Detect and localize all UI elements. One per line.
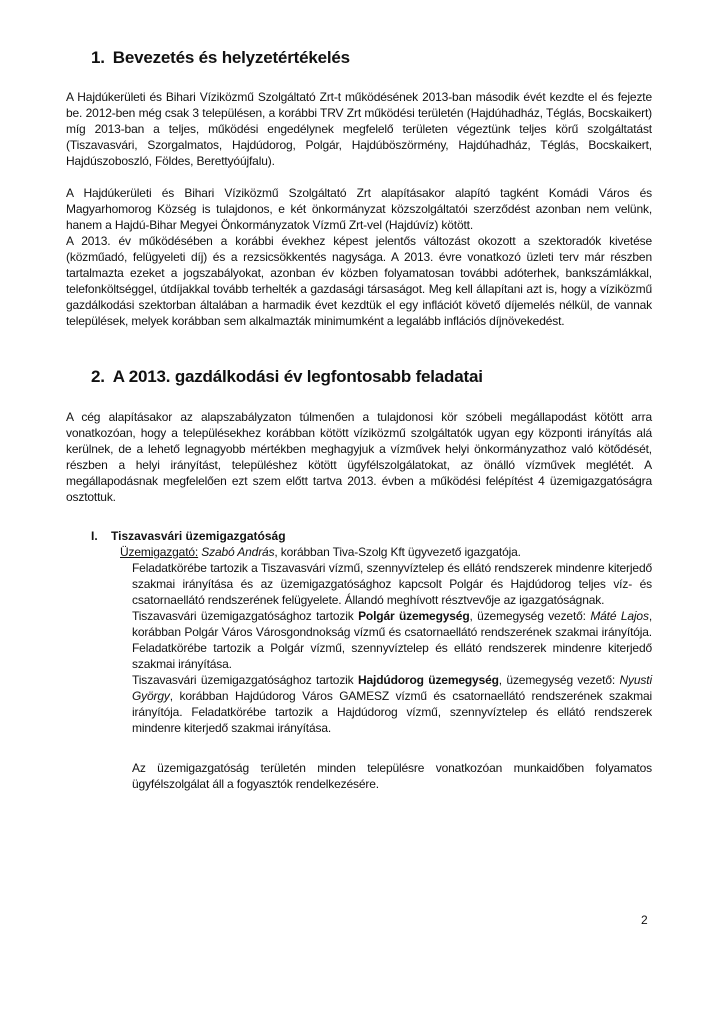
- director-line: [120, 544, 640, 560]
- hajdudorog-unit-paragraph: [132, 672, 652, 736]
- customer-service-paragraph: Az üzemigazgatóság területén minden településre vonatkozóan munkaidőben folyamatos ügyfélszolgálat áll a fogyasztók rendelkezésére.: [132, 761, 652, 791]
- director-name: Szabó András: [201, 545, 275, 559]
- hajdudorog-unit-mid: , üzemegység vezető:: [498, 673, 620, 687]
- section-1-paragraph-1: A Hajdúkerületi és Bihari Víziközmű Szolgáltató Zrt-t működésének 2013-ban második évét kezdte el és fejezte be. 2012-ben még csak 3 településen, a korábbi TRV Zrt működési területén (Hajdúhadház, Téglás, Bocskaikert) míg 2013-ban a teljes, működési engedélynek megfelelő területen végeztünk teljes körű szolgáltatást (Tiszavasvári, Szorgalmatos, Hajdúdorog, Polgár, Hajdúböszörmény, Hajdúhadház, Téglás, Bocskaikert, Hajdúszoboszló, Földes, Berettyóújfalu).: [66, 90, 652, 168]
- polgar-unit-leader: Máté Lajos: [590, 609, 649, 623]
- polgar-unit-paragraph: [132, 608, 652, 672]
- subsection-1-roman: I.: [91, 529, 98, 543]
- section-1-number: 1.: [91, 48, 105, 67]
- section-2-title: A 2013. gazdálkodási év legfontosabb feladatai: [112, 367, 483, 386]
- director-rest: , korábban Tiva-Szolg Kft ügyvezető igazgatója.: [274, 545, 521, 559]
- hajdudorog-unit-pre: Tiszavasvári üzemigazgatósághoz tartozik: [132, 673, 358, 687]
- director-label: Üzemigazgató:: [120, 545, 199, 559]
- polgar-unit-mid: , üzemegység vezető:: [469, 609, 591, 623]
- hajdudorog-unit-rest: , korábban Hajdúdorog Város GAMESZ vízmű és csatornaellátó rendszerének szakmai irányítója. Feladatkörébe tartozik a Hajdúdorog vízmű, szennyvíztelep és ellátó rendszerek mindenre kiterjedő szakmai irányítása.: [132, 689, 652, 735]
- section-2-paragraph: A cég alapításakor az alapszabályzaton túlmenően a tulajdonosi kör szóbeli megállapodást kötött arra vonatkozóan, hogy a településekhez korábban kötött víziközmű szolgáltatók ugyan egy központi irányítás alá kerülnek, de a lehető legnagyobb mértékben meghagyjuk a vízművek helyi önkormányzathoz való kötődését, részben a helyi irányítást, településhez kötött ügyfélszolgálatokat, az önálló vízművek meglétét. A megállapodásnak megfelelően ezt szem előtt tartva 2013. évben a működési felépítést 4 üzemigazgatóságra osztottuk.: [66, 410, 652, 504]
- polgar-unit-name: Polgár üzemegység: [358, 609, 470, 623]
- section-2-number: 2.: [91, 367, 105, 386]
- hajdudorog-unit-name: Hajdúdorog üzemegység: [357, 673, 499, 687]
- section-1-heading: [91, 50, 350, 66]
- polgar-unit-rest: , korábban Polgár Város Városgondnokság vízmű és csatornaellátó rendszerének szakmai irányítója. Feladatkörébe tartozik a Polgár vízmű, szennyvíztelep és ellátó rendszerek mindenre kiterjedő szakmai irányítása.: [132, 609, 652, 671]
- section-1-title: Bevezetés és helyzetértékelés: [112, 48, 350, 67]
- section-1-paragraph-2: A Hajdúkerületi és Bihari Víziközmű Szolgáltató Zrt alapításakor alapító tagként Komádi Város és Magyarhomorog Község is tulajdonos, e két önkormányzat közszolgáltatói szerződést azonban nem velünk, hanem a Hajdú-Bihar Megyei Önkormányzatok Vízmű Zrt-vel (Hajdúvíz) kötött.: [66, 186, 652, 232]
- subsection-1-heading: [91, 528, 286, 544]
- hajdudorog-unit-leader: Nyusti György: [132, 673, 652, 703]
- section-1-paragraph-3: A 2013. év működésében a korábbi évekhez képest jelentős változást okozott a szektoradók kivetése (közműadó, felügyeleti díj) és a rezsicsökkentés nagysága. A 2013. évre vonatkozó üzleti terv már részben tartalmazta ezeket a jogszabályokat, azonban év közben folyamatosan további adóterhek, bankszámlákkal, telefonköltséggel, útdíjakkal tovább terhelték a gazdasági társaságot. Meg kell állapítani azt is, hogy a víziközmű gazdálkodási szektorban általában a harmadik évet kezdtük el egy inflációt követő díjemelés nélkül, de vannak települések, melyek korábban sem alkalmazták minimumként a legalább inflációs díjnövekedést.: [66, 234, 652, 328]
- polgar-unit-pre: Tiszavasvári üzemigazgatósághoz tartozik: [132, 609, 359, 623]
- director-duties: Feladatkörébe tartozik a Tiszavasvári vízmű, szennyvíztelep és ellátó rendszerek mindenre kiterjedő szakmai irányítása és az üzemigazgatósághoz kapcsolt Polgár és Hajdúdorog teljes víz- és csatornaellátó rendszerének felügyelete. Állandó meghívott résztvevője az igazgatóságnak.: [132, 561, 652, 607]
- page-number: 2: [641, 913, 648, 927]
- subsection-1-title: Tiszavasvári üzemigazgatóság: [111, 529, 286, 543]
- section-2-heading: [91, 369, 483, 385]
